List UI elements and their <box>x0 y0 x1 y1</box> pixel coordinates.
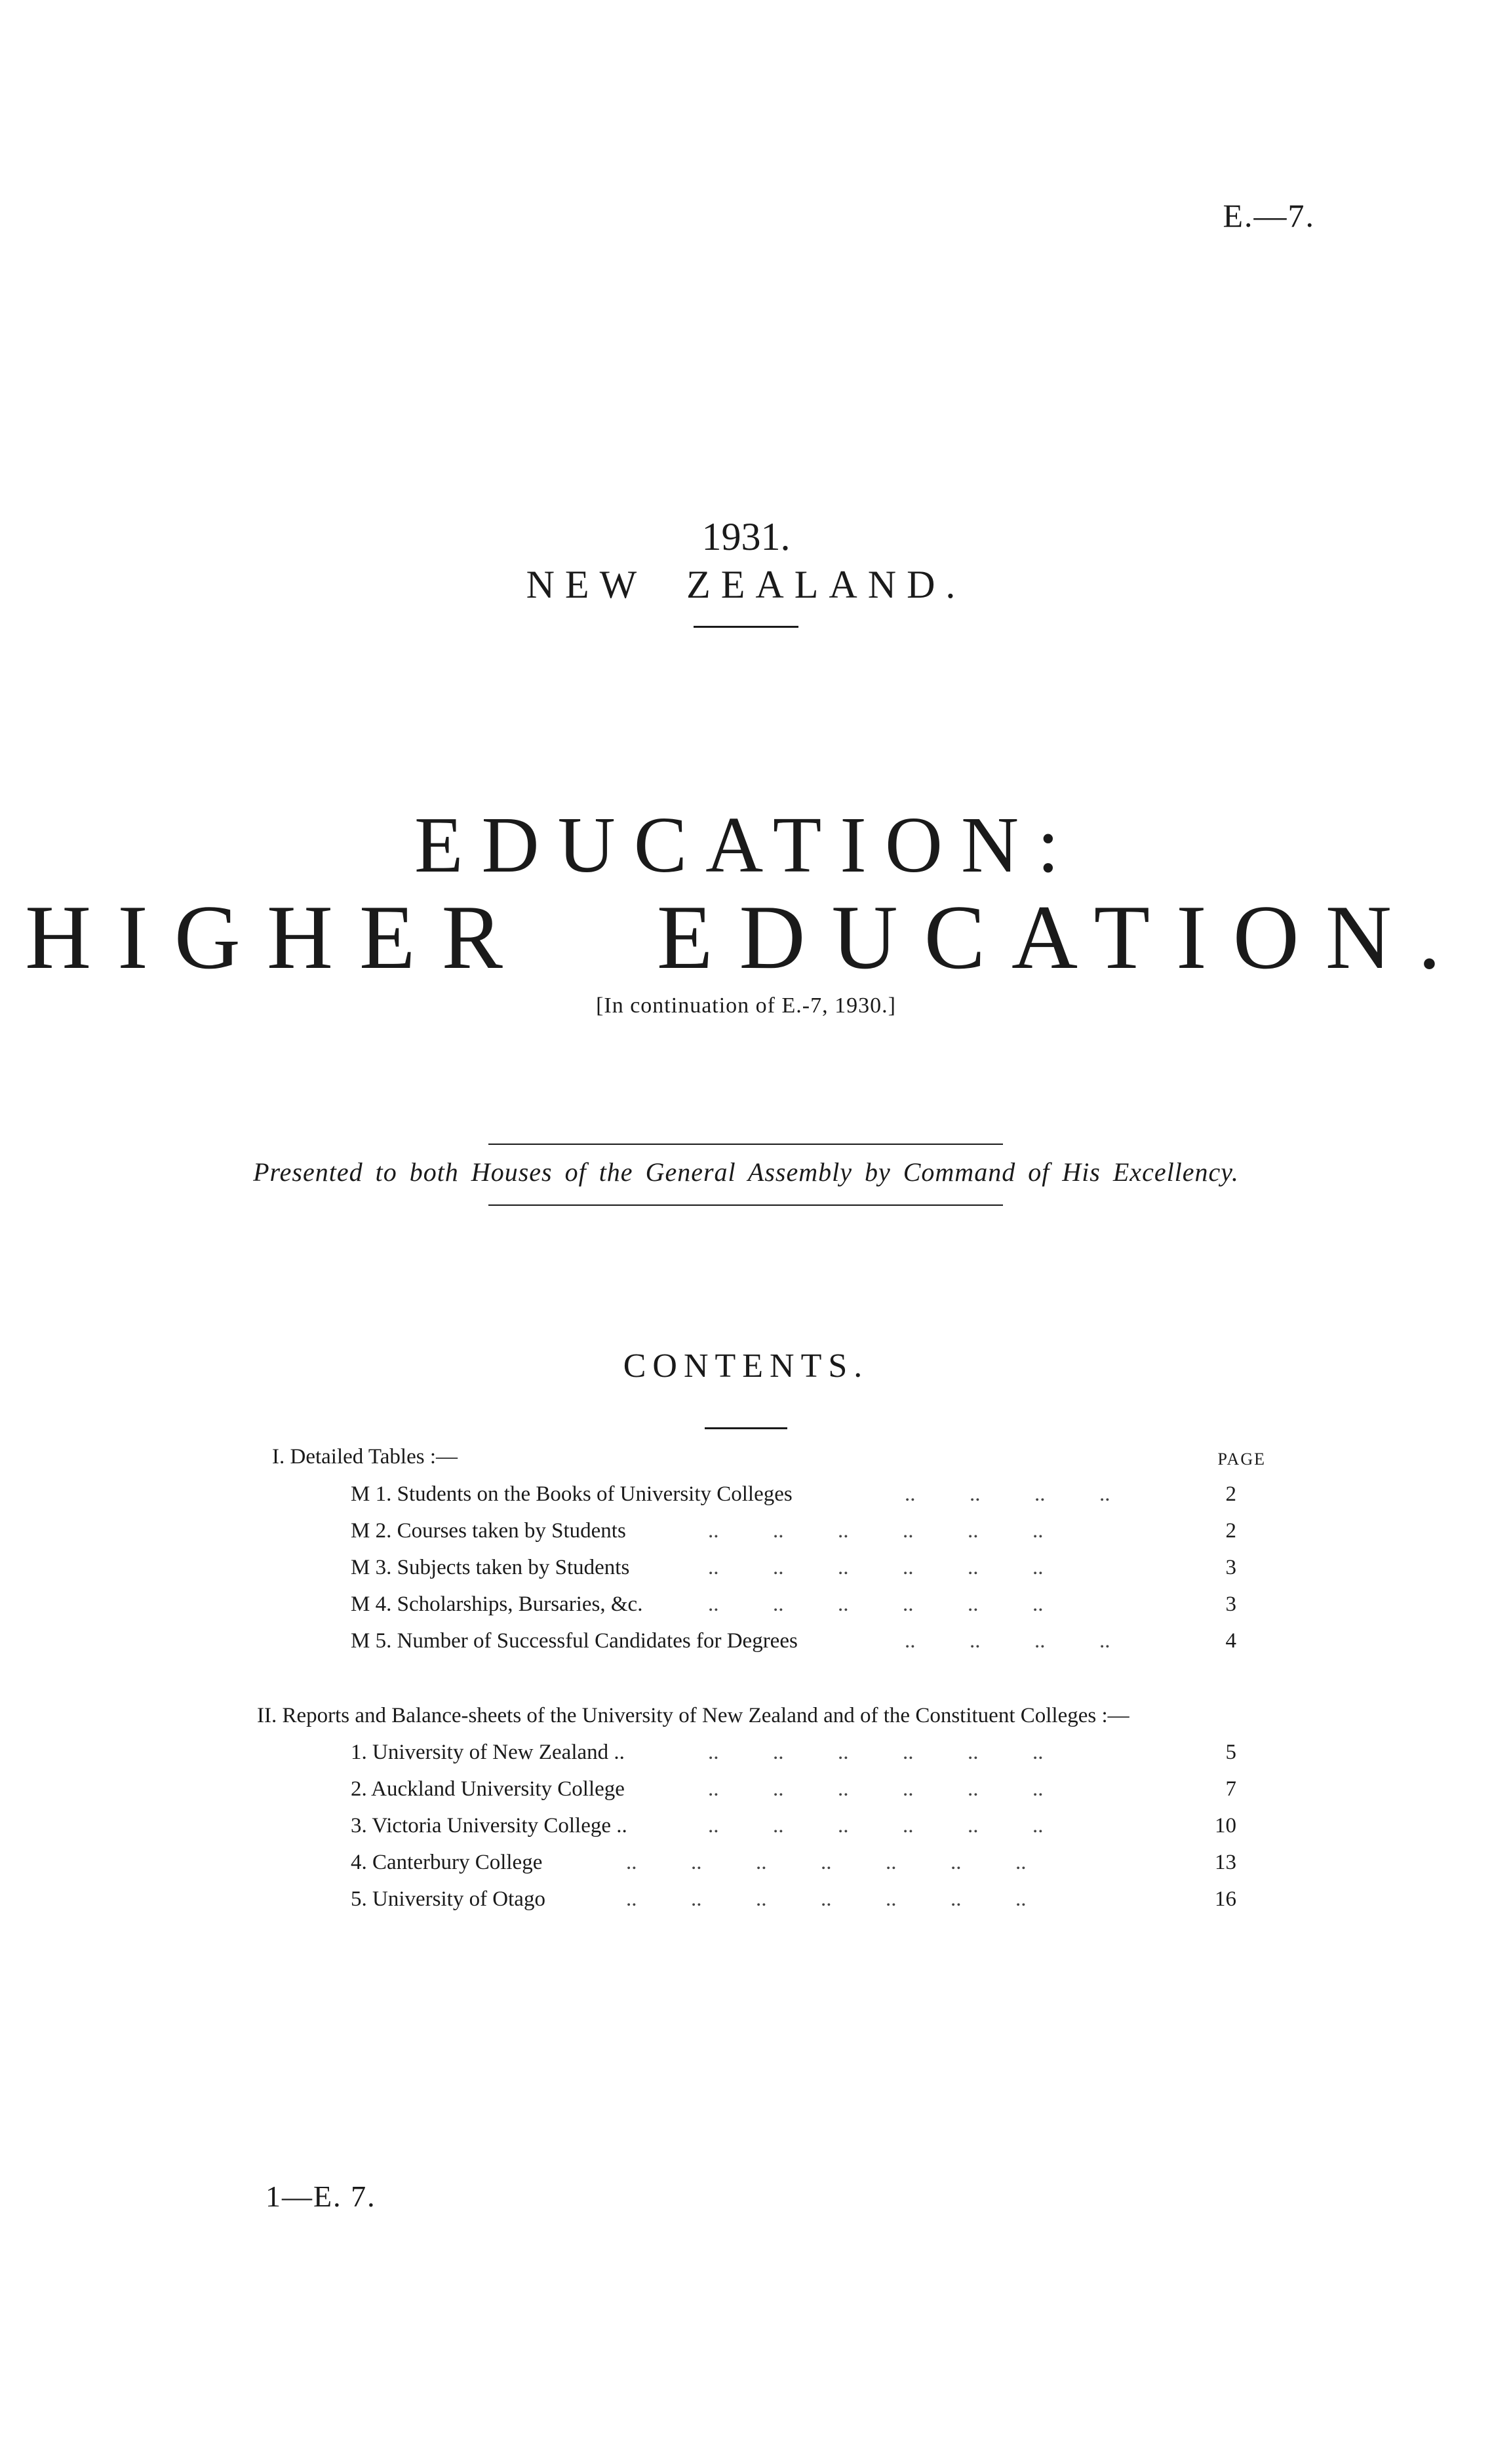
toc-entry <box>0 1519 1492 1552</box>
toc-entry-label: M 4. Scholarships, Bursaries, &c. <box>351 1592 643 1616</box>
toc-section-label: II. Reports and Balance-sheets of the University of New Zealand and of the Constituent Colleges :— <box>257 1704 1129 1727</box>
toc-entry-page: 4 <box>1225 1629 1236 1653</box>
leader-dots: .. .. .. .. .. .. <box>708 1592 1044 1616</box>
toc-entry-label: 4. Canterbury College <box>351 1851 543 1874</box>
country-name: NEW ZEALAND. <box>526 563 966 606</box>
contents-heading: CONTENTS. <box>623 1347 869 1385</box>
title-line-1: EDUCATION: <box>414 801 1078 889</box>
continuation-note: [In continuation of E.-7, 1930.] <box>596 993 896 1018</box>
toc-entry <box>0 1851 1492 1883</box>
leader-dots: .. .. .. .. .. .. .. <box>626 1851 1027 1874</box>
toc-entry <box>0 1629 1492 1662</box>
leader-dots: .. .. .. .. .. .. <box>708 1519 1044 1543</box>
divider-rule <box>488 1144 1003 1145</box>
leader-dots: .. .. .. .. .. .. <box>708 1814 1044 1838</box>
presentation-statement: Presented to both Houses of the General Assembly by Command of His Excellency. <box>253 1157 1239 1187</box>
toc-entry <box>0 1741 1492 1773</box>
toc-entry <box>0 1556 1492 1588</box>
toc-entry <box>0 1814 1492 1847</box>
toc-entry-label: 1. University of New Zealand .. <box>351 1741 625 1764</box>
leader-dots: .. .. .. .. <box>905 1629 1110 1653</box>
toc-entry-page: 2 <box>1225 1482 1236 1506</box>
toc-entry <box>0 1482 1492 1515</box>
toc-entry-label: 3. Victoria University College .. <box>351 1814 627 1838</box>
toc-entry <box>0 1592 1492 1625</box>
toc-entry-label: M 1. Students on the Books of University Colleges <box>351 1482 793 1506</box>
toc-entry <box>0 1777 1492 1810</box>
toc-entry-page: 16 <box>1215 1887 1236 1911</box>
toc-entry-page: 5 <box>1225 1741 1236 1764</box>
toc-entry-page: 7 <box>1225 1777 1236 1801</box>
leader-dots: .. .. .. .. .. .. <box>708 1777 1044 1801</box>
toc-entry-label: 2. Auckland University College <box>351 1777 625 1801</box>
leader-dots: .. .. .. .. .. .. <box>708 1556 1044 1579</box>
divider-rule <box>694 626 798 628</box>
toc-entry <box>0 1887 1492 1920</box>
leader-dots: .. .. .. .. <box>905 1482 1110 1506</box>
toc-entry-label: 5. University of Otago <box>351 1887 545 1911</box>
toc-section-label: I. Detailed Tables :— <box>272 1445 458 1469</box>
toc-entry-label: M 3. Subjects taken by Students <box>351 1556 630 1579</box>
toc-entry-page: 2 <box>1225 1519 1236 1543</box>
toc-section-heading <box>0 1445 1492 1478</box>
page-column-label: PAGE <box>1217 1450 1266 1469</box>
toc-entry-page: 3 <box>1225 1556 1236 1579</box>
toc-entry-label: M 5. Number of Successful Candidates for Degrees <box>351 1629 798 1653</box>
divider-rule <box>488 1204 1003 1206</box>
toc-entry-page: 3 <box>1225 1592 1236 1616</box>
leader-dots: .. .. .. .. .. .. <box>708 1741 1044 1764</box>
year: 1931. <box>701 515 791 558</box>
document-reference: E.—7. <box>1223 197 1315 234</box>
toc-entry-label: M 2. Courses taken by Students <box>351 1519 626 1543</box>
page-signature: 1—E. 7. <box>265 2180 376 2213</box>
leader-dots: .. .. .. .. .. .. .. <box>626 1887 1027 1911</box>
toc-section-heading <box>0 1704 1492 1737</box>
divider-rule <box>705 1427 787 1429</box>
title-line-2: HIGHER EDUCATION. <box>25 887 1467 988</box>
toc-entry-page: 10 <box>1215 1814 1236 1838</box>
toc-entry-page: 13 <box>1215 1851 1236 1874</box>
